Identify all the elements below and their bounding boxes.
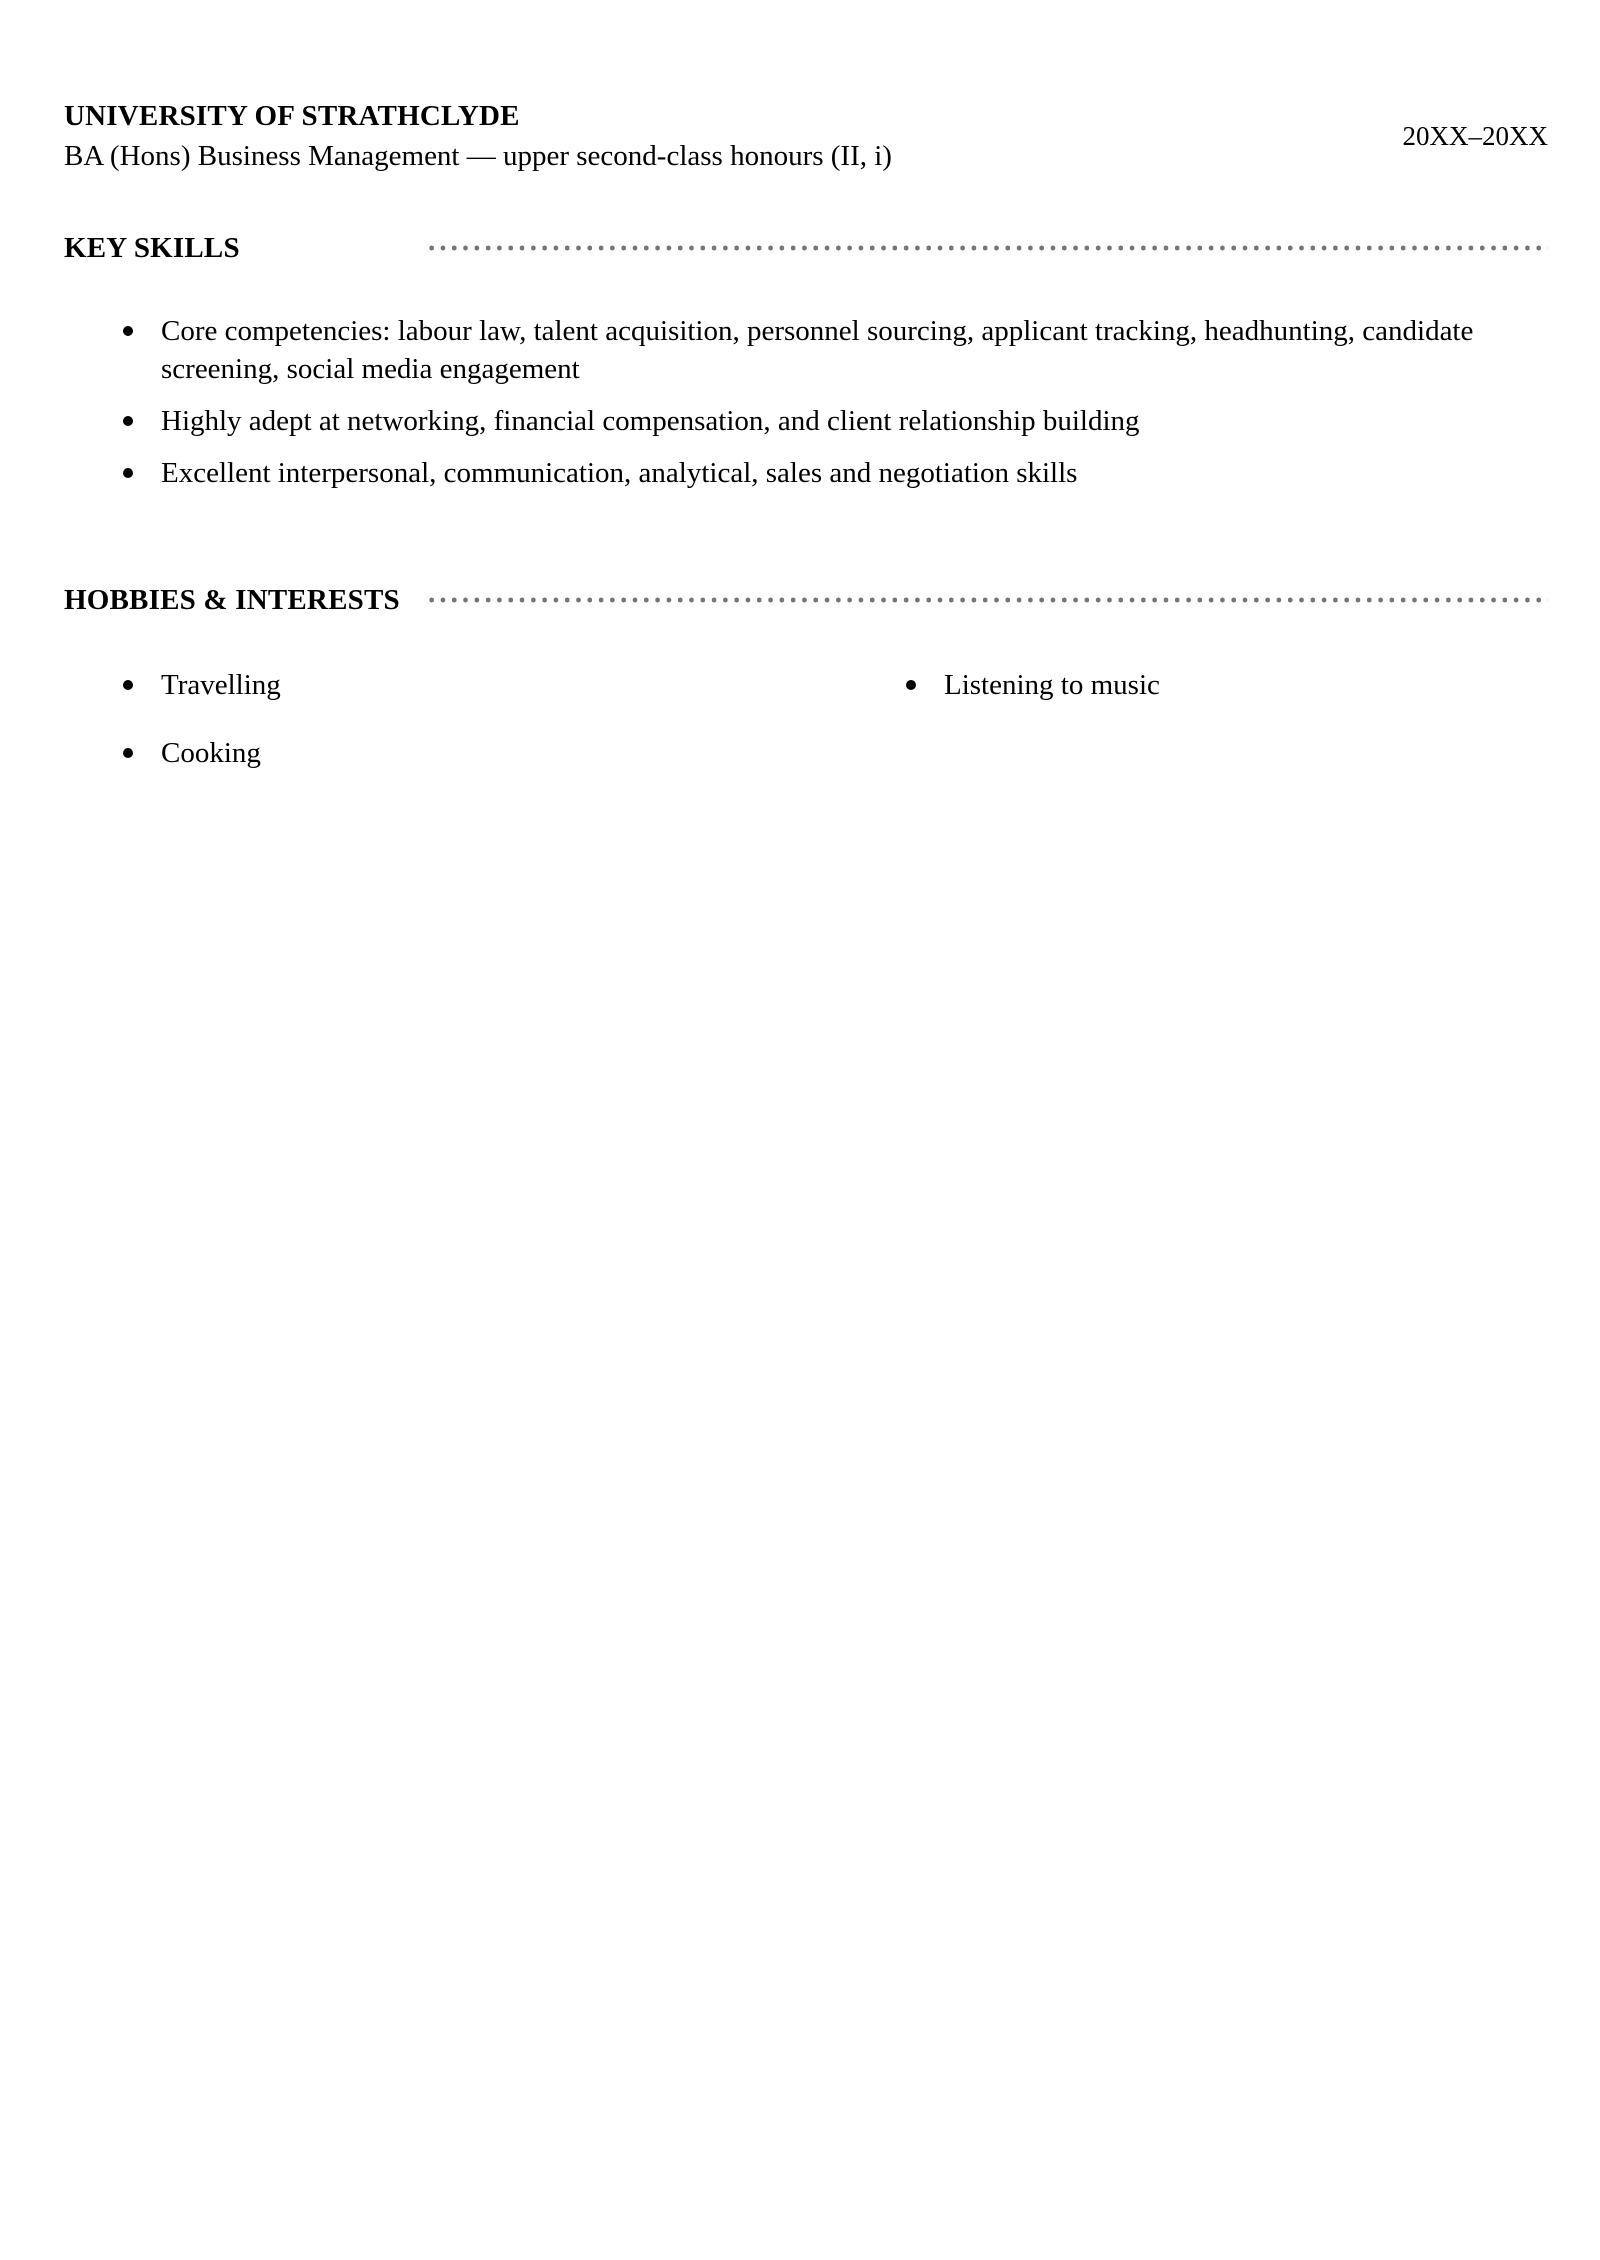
key-skills-list [123, 312, 1548, 492]
list-item-text: Core competencies: labour law, talent acquisition, personnel sourcing, applicant tracking, headhunting, candidate screening, social media engagement [161, 315, 1474, 385]
education-degree: BA (Hons) Business Management — upper second-class honours (II, i) [64, 140, 892, 172]
hobbies-heading-row [64, 580, 1548, 620]
list-item-text: Highly adept at networking, financial compensation, and client relationship building [161, 405, 1140, 437]
education-entry-text [64, 96, 892, 176]
list-item [123, 402, 1548, 440]
bullet-icon [123, 748, 133, 758]
list-item [123, 666, 847, 704]
list-item-text: Cooking [161, 737, 261, 769]
bullet-icon [123, 468, 133, 478]
education-entry [64, 96, 1548, 176]
key-skills-section [64, 228, 1548, 492]
hobbies-columns [64, 666, 1548, 772]
hobbies-list-right [906, 666, 1548, 772]
list-item [123, 454, 1548, 492]
hobbies-heading: HOBBIES & INTERESTS [64, 584, 400, 616]
hobbies-list-left [123, 666, 847, 772]
key-skills-heading-row [64, 228, 1548, 268]
bullet-icon [906, 680, 916, 690]
list-item-text: Travelling [161, 669, 281, 701]
key-skills-heading: KEY SKILLS [64, 232, 240, 264]
dotted-divider [426, 597, 1548, 603]
education-dates: 20XX–20XX [1402, 121, 1548, 151]
bullet-icon [123, 416, 133, 426]
list-item [123, 734, 847, 772]
bullet-icon [123, 680, 133, 690]
list-item [906, 666, 1548, 704]
list-item [123, 312, 1548, 388]
dotted-divider [426, 245, 1548, 251]
hobbies-section [64, 580, 1548, 772]
list-item-text: Excellent interpersonal, communication, analytical, sales and negotiation skills [161, 457, 1078, 489]
bullet-icon [123, 326, 133, 336]
list-item-text: Listening to music [944, 669, 1160, 701]
education-school-name: UNIVERSITY OF STRATHCLYDE [64, 100, 520, 132]
